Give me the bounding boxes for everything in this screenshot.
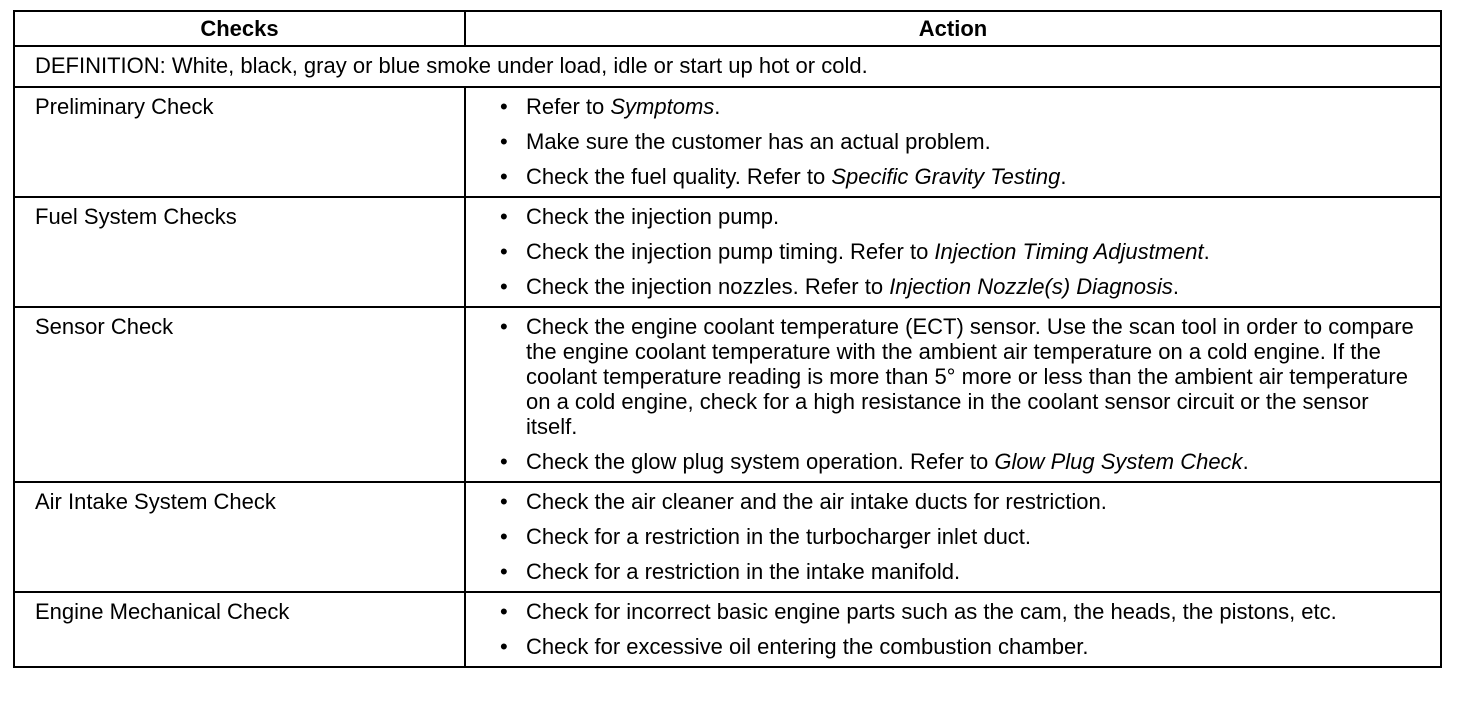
reference-text: Glow Plug System Check bbox=[994, 449, 1243, 474]
table-row bbox=[14, 482, 1441, 592]
table-row bbox=[14, 307, 1441, 482]
check-name: Engine Mechanical Check bbox=[14, 592, 465, 667]
reference-text: Injection Timing Adjustment bbox=[934, 239, 1204, 264]
action-text: Make sure the customer has an actual problem. bbox=[526, 129, 991, 154]
bullet-icon: • bbox=[500, 314, 508, 339]
action-list bbox=[500, 599, 1418, 659]
table-row bbox=[14, 197, 1441, 307]
action-item bbox=[500, 449, 1418, 474]
action-item bbox=[500, 239, 1418, 264]
bullet-icon: • bbox=[500, 239, 508, 264]
action-item bbox=[500, 634, 1418, 659]
action-tail: . bbox=[1172, 274, 1179, 299]
bullet-icon: • bbox=[500, 489, 508, 514]
action-text: Check the injection nozzles. Refer to bbox=[526, 274, 890, 299]
reference-text: Injection Nozzle(s) Diagnosis bbox=[889, 274, 1173, 299]
action-cell bbox=[465, 307, 1441, 482]
header-checks: Checks bbox=[14, 11, 465, 46]
header-row bbox=[14, 11, 1441, 46]
bullet-icon: • bbox=[500, 164, 508, 189]
action-text: Check for excessive oil entering the combustion chamber. bbox=[526, 634, 1089, 659]
action-item bbox=[500, 314, 1418, 439]
action-tail: . bbox=[1203, 239, 1210, 264]
bullet-icon: • bbox=[500, 204, 508, 229]
action-cell bbox=[465, 87, 1441, 197]
action-item bbox=[500, 489, 1418, 514]
bullet-icon: • bbox=[500, 599, 508, 624]
action-text: Check for a restriction in the turbocharger inlet duct. bbox=[526, 524, 1032, 549]
action-text: Check the air cleaner and the air intake ducts for restriction. bbox=[526, 489, 1107, 514]
diagnostic-table bbox=[13, 10, 1442, 668]
action-cell bbox=[465, 197, 1441, 307]
reference-text: Symptoms bbox=[610, 94, 715, 119]
bullet-icon: • bbox=[500, 94, 508, 119]
action-item bbox=[500, 559, 1418, 584]
action-text: Check the injection pump. bbox=[526, 204, 780, 229]
action-text: Check for a restriction in the intake manifold. bbox=[526, 559, 961, 584]
action-text: Refer to bbox=[526, 94, 611, 119]
action-item bbox=[500, 164, 1418, 189]
action-item bbox=[500, 94, 1418, 119]
bullet-icon: • bbox=[500, 129, 508, 154]
action-item bbox=[500, 129, 1418, 154]
check-name: Preliminary Check bbox=[14, 87, 465, 197]
action-item bbox=[500, 204, 1418, 229]
bullet-icon: • bbox=[500, 449, 508, 474]
action-text: Check the injection pump timing. Refer to bbox=[526, 239, 935, 264]
definition-row bbox=[14, 46, 1441, 87]
action-text: Check for incorrect basic engine parts such as the cam, the heads, the pistons, etc. bbox=[526, 599, 1337, 624]
check-name: Sensor Check bbox=[14, 307, 465, 482]
action-tail: . bbox=[1060, 164, 1067, 189]
header-action: Action bbox=[465, 11, 1441, 46]
action-tail: . bbox=[714, 94, 721, 119]
reference-text: Specific Gravity Testing bbox=[831, 164, 1061, 189]
check-name: Air Intake System Check bbox=[14, 482, 465, 592]
bullet-icon: • bbox=[500, 274, 508, 299]
action-item bbox=[500, 599, 1418, 624]
action-tail: . bbox=[1242, 449, 1249, 474]
definition-text: DEFINITION: White, black, gray or blue smoke under load, idle or start up hot or cold. bbox=[14, 46, 1441, 87]
action-text: Check the glow plug system operation. Refer to bbox=[526, 449, 995, 474]
bullet-icon: • bbox=[500, 559, 508, 584]
check-name: Fuel System Checks bbox=[14, 197, 465, 307]
action-list bbox=[500, 314, 1418, 474]
table-row bbox=[14, 592, 1441, 667]
bullet-icon: • bbox=[500, 634, 508, 659]
table-row bbox=[14, 87, 1441, 197]
action-list bbox=[500, 94, 1418, 189]
action-item bbox=[500, 274, 1418, 299]
action-text: Check the fuel quality. Refer to bbox=[526, 164, 832, 189]
bullet-icon: • bbox=[500, 524, 508, 549]
action-list bbox=[500, 204, 1418, 299]
action-text: Check the engine coolant temperature (ECT) sensor. Use the scan tool in order to compare the engine coolant temperature with the ambient air temperature on a cold engine. If the coolant temperature reading is more than 5° more or less than the ambient air temperature on a cold engine, check for a high resistance in the coolant sensor circuit or the sensor itself. bbox=[526, 314, 1414, 439]
action-cell bbox=[465, 592, 1441, 667]
action-cell bbox=[465, 482, 1441, 592]
action-item bbox=[500, 524, 1418, 549]
action-list bbox=[500, 489, 1418, 584]
diagnostic-table-container bbox=[13, 10, 1440, 668]
